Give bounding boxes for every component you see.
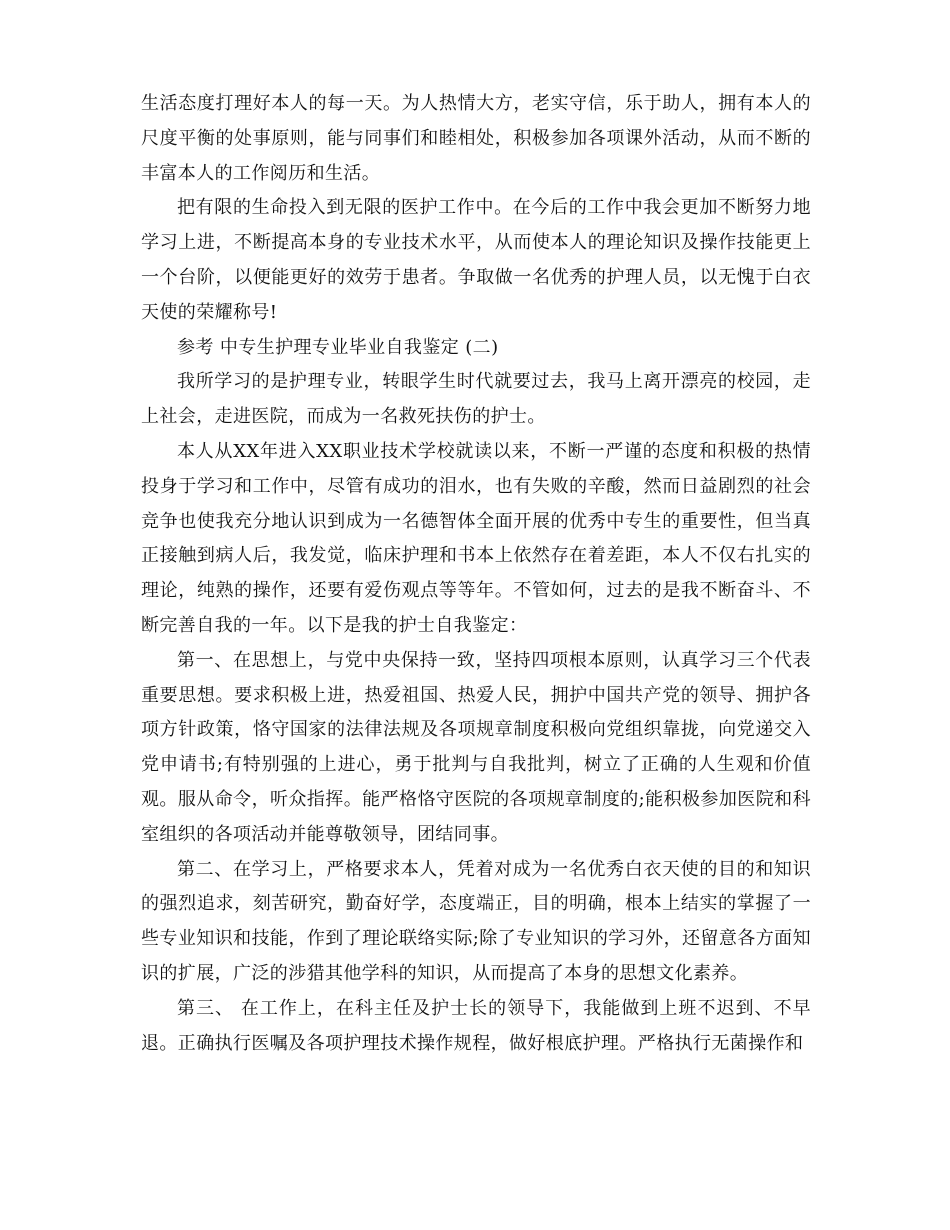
paragraph: 第二、在学习上，严格要求本人，凭着对成为一名优秀白衣天使的目的和知识的强烈追求，刻苦研究，勤奋好学，态度端正，目的明确，根本上结实的掌握了一些专业知识和技能，作到了理论联络实际;除了专业知识的学习外，还留意各方面知识的扩展，广泛的涉猎其他学科的知识，从而提高了本身的思想文化素养。 — [141, 858, 811, 984]
paragraph: 第三、 在工作上，在科主任及护士长的领导下，我能做到上班不迟到、不早退。正确执行医嘱及各项护理技术操作规程，做好根底护理。严格执行无菌操作和 — [141, 997, 811, 1054]
document-body — [141, 87, 811, 1061]
paragraph: 把有限的生命投入到无限的医护工作中。在今后的工作中我会更加不断努力地学习上进，不断提高本身的专业技术水平，从而使本人的理论知识及操作技能更上一个台阶，以便能更好的效劳于患者。争取做一名优秀的护理人员，以无愧于白衣天使的荣耀称号! — [141, 197, 811, 323]
section-heading: 参考 中专生护理专业毕业自我鉴定 (二) — [177, 336, 499, 358]
paragraph: 本人从XX年进入XX职业技术学校就读以来，不断一严谨的态度和积极的热情投身于学习和工作中，尽管有成功的泪水，也有失败的辛酸，然而日益剧烈的社会竞争也使我充分地认识到成为一名德智体全面开展的优秀中专生的重要性，但当真正接触到病人后，我发觉，临床护理和书本上依然存在着差距，本人不仅右扎实的理论，纯熟的操作，还要有爱伤观点等等年。不管如何，过去的是我不断奋斗、不断完善自我的一年。以下是我的护士自我鉴定： — [141, 440, 811, 636]
paragraph: 我所学习的是护理专业，转眼学生时代就要过去，我马上离开漂亮的校园，走上社会，走进医院，而成为一名救死扶伤的护士。 — [141, 371, 811, 428]
paragraph-continued: 生活态度打理好本人的每一天。为人热情大方，老实守信，乐于助人，拥有本人的尺度平衡的处事原则，能与同事们和睦相处，积极参加各项课外活动，从而不断的丰富本人的工作阅历和生活。 — [141, 93, 811, 184]
paragraph: 第一、在思想上，与党中央保持一致，坚持四项根本原则，认真学习三个代表重要思想。要求积极上进，热爱祖国、热爱人民，拥护中国共产党的领导、拥护各项方针政策，恪守国家的法律法规及各项规章制度积极向党组织靠拢，向党递交入党申请书;有特别强的上进心，勇于批判与自我批判，树立了正确的人生观和价值观。服从命令，听众指挥。能严格恪守医院的各项规章制度的;能积极参加医院和科室组织的各项活动并能尊敬领导，团结同事。 — [141, 649, 811, 845]
